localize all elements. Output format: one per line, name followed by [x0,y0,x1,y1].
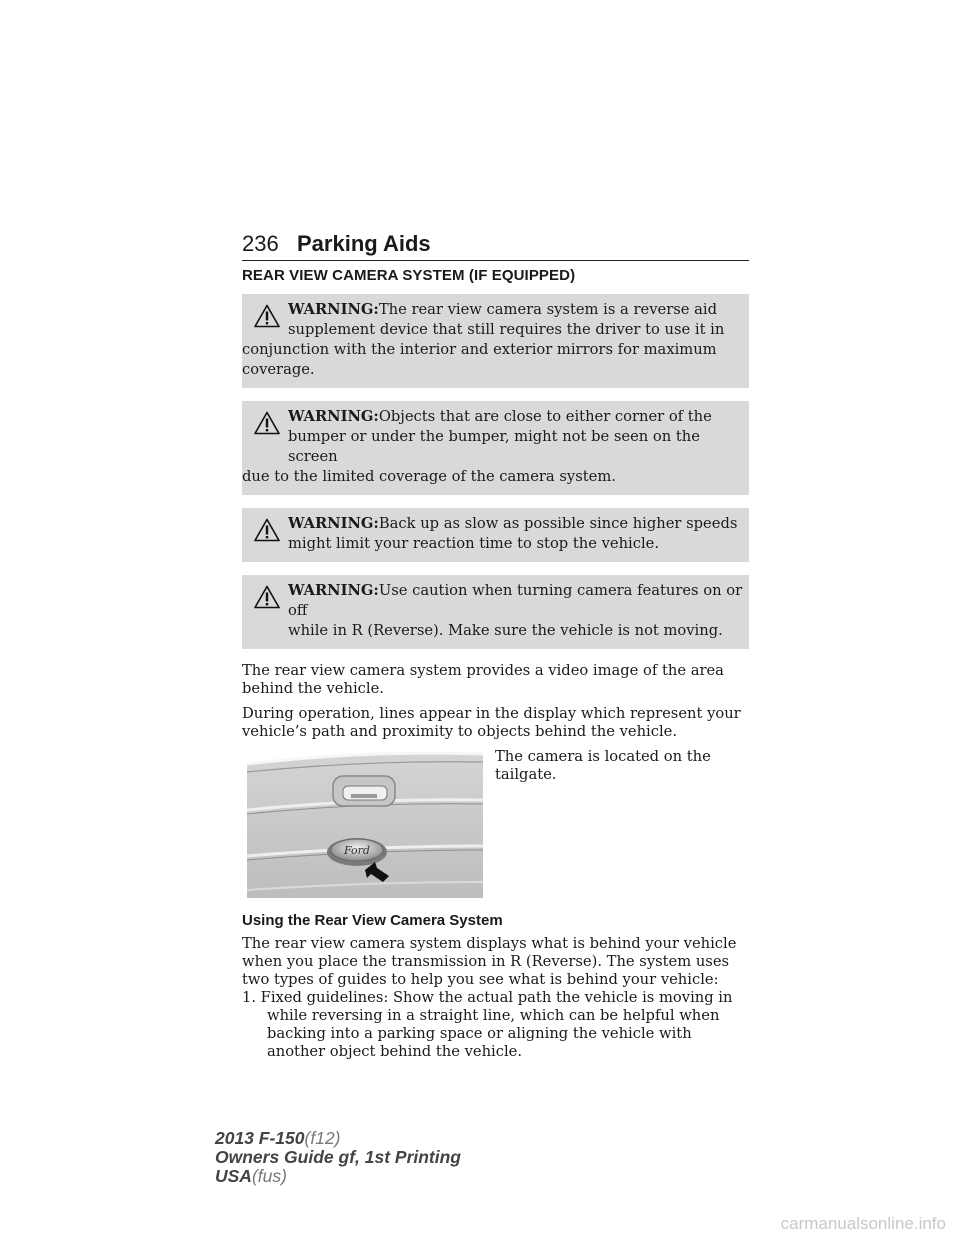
warning-text: Objects that are close to either corner of the [378,408,712,425]
chapter-title: Parking Aids [297,231,431,256]
footer-market: USA [215,1166,252,1186]
warning-box-4 [242,575,749,649]
body-paragraph: The rear view camera system provides a video image of the area behind the vehicle. [242,662,724,697]
footer-code: (f12) [304,1128,341,1148]
warning-text: conjunction with the interior and exterior mirrors for maximum coverage. [242,341,717,378]
warning-triangle-icon [254,304,280,328]
figure-row [242,748,749,908]
ford-badge-text: Ford [344,844,370,857]
warning-text: due to the limited coverage of the camera system. [242,468,616,485]
warning-triangle-icon [254,585,280,609]
warning-label: WARNING: [288,408,379,425]
warning-text: bumper or under the bumper, might not be seen on the screen [288,428,700,465]
warning-triangle-icon [254,411,280,435]
list-item: 1. Fixed guidelines: Show the actual path the vehicle is moving in while reversing in a straight line, which can be helpful when backing into a parking space or aligning the vehicle with another object behind the vehicle. [242,989,733,1060]
subheading: Using the Rear View Camera System [242,912,503,929]
warning-box-2 [242,401,749,495]
warning-label: WARNING: [288,582,379,599]
footer-model: 2013 F-150 [215,1128,305,1148]
figure-caption: The camera is located on the tailgate. [495,748,711,783]
page-number: 236 [242,231,279,256]
warning-text: while in R (Reverse). Make sure the vehicle is not moving. [288,622,723,639]
warning-text: The rear view camera system is a reverse aid [378,301,717,318]
warning-box-3 [242,508,749,562]
section-title: REAR VIEW CAMERA SYSTEM (IF EQUIPPED) [242,267,576,284]
footer-market-code: (fus) [251,1166,287,1186]
manual-page [242,230,749,1061]
footer-printing: Owners Guide gf, 1st Printing [215,1147,461,1167]
watermark: carmanualsonline.info [780,1214,946,1233]
warning-text: supplement device that still requires the driver to use it in [288,321,725,338]
body-paragraph: The rear view camera system displays what is behind your vehicle when you place the transmission in R (Reverse). The system uses two types of guides to help you see what is behind your vehicle: [242,935,737,988]
warning-text: Back up as slow as possible since higher speeds [378,515,738,532]
warning-triangle-icon [254,518,280,542]
warning-label: WARNING: [288,515,379,532]
warning-text: Use caution when turning camera features on or off [288,582,743,619]
page-header [242,230,749,261]
warning-label: WARNING: [288,301,379,318]
print-footer [215,1129,461,1186]
warning-text: might limit your reaction time to stop the vehicle. [288,535,660,552]
tailgate-camera-illustration [247,750,483,898]
warning-box-1 [242,294,749,388]
body-paragraph: During operation, lines appear in the display which represent your vehicle’s path and proximity to objects behind the vehicle. [242,705,741,740]
